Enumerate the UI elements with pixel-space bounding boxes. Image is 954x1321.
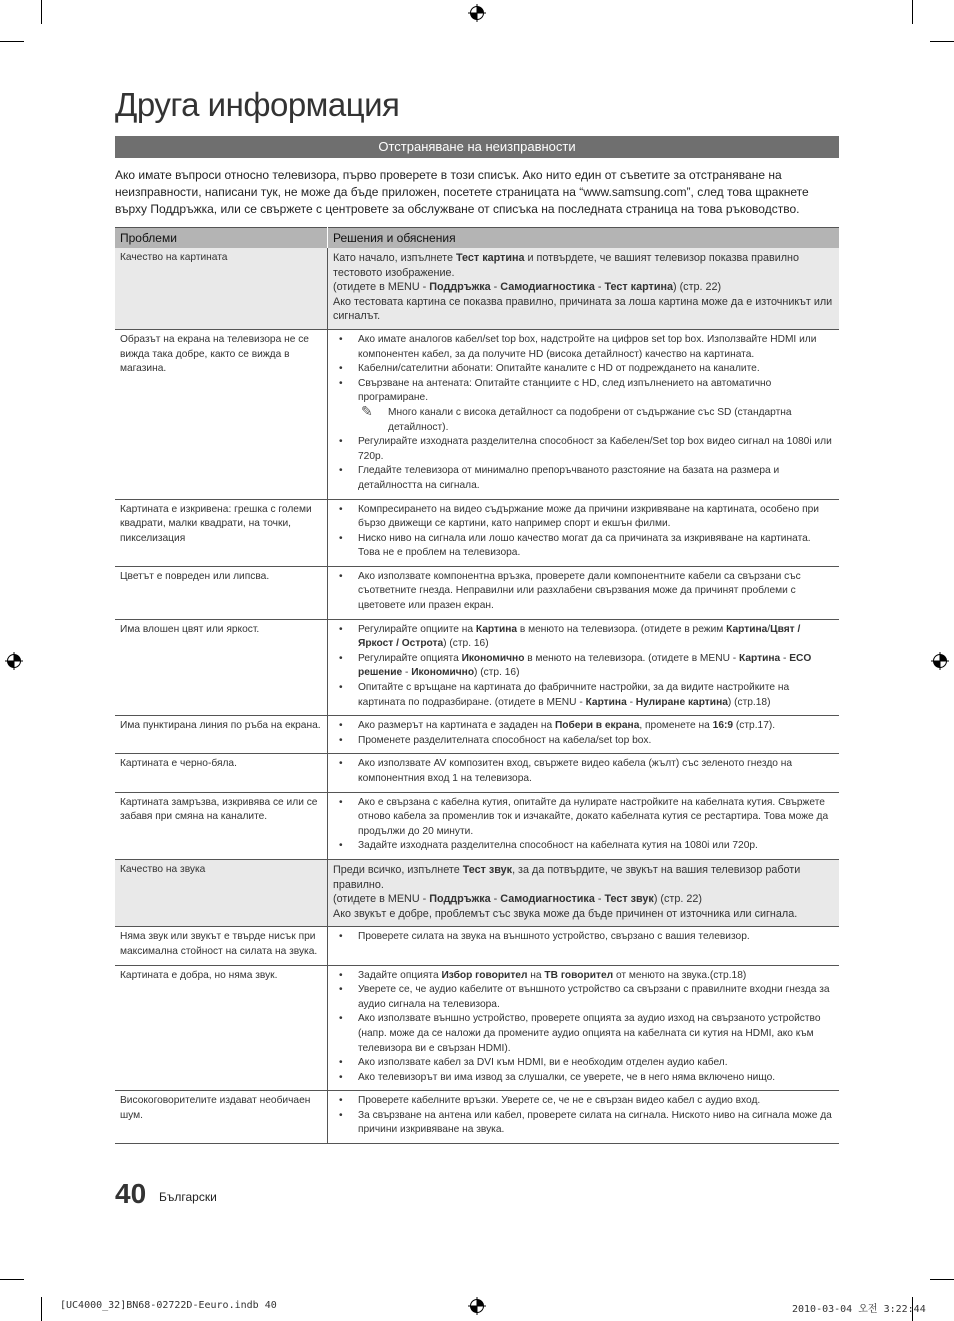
problem-cell: Високоговорителите издават необичаен шум. (115, 1091, 328, 1144)
section-header: Отстраняване на неизправности (115, 136, 839, 158)
problem-cell: Образът на екрана на телевизора не се вижда така добре, както се вижда в магазина. (115, 329, 328, 499)
column-header-solutions: Решения и обяснения (328, 228, 840, 249)
table-header-row (115, 228, 839, 249)
solution-item: • За свързване на антена или кабел, проверете силата на сигнала. Ниското ниво на сигнала може да причини изкривяване на звука. (333, 1109, 834, 1138)
crop-mark (912, 0, 913, 24)
note-text: Много канали с висока детайлност са подобрени от съдържание със SD (стандартна детайлност). (388, 406, 792, 433)
problem-cell: Картината е черно-бяла. (115, 754, 328, 792)
solution-item: • Ако използвате AV композитен вход, свържете видео кабела (жълт) със зеленото гнездо на компонентния вход 1 на телевизора. (333, 757, 834, 786)
problem-cell: Картината е изкривена: грешка с големи квадрати, малки квадрати, на точки, пикселизация (115, 499, 328, 566)
table-row (115, 716, 839, 754)
solution-list (333, 570, 834, 614)
solution-list (333, 719, 834, 748)
solution-item: • Ако е свързана с кабелна кутия, опитайте да нулирате настройките на кабелната кутия. Свържете отново кабела за променлив ток и изчакайте, докато кабелната кутия се рестартира. Това може да продължи до 20 минути. (333, 796, 834, 840)
solution-item: • Задайте изходната разделителна способност на кабелната кутия на 1080i или 720p. (333, 839, 834, 854)
solution-item: • Опитайте с връщане на картината до фабричните настройки, за да видите настройките на картината по подразбиране. (отидете в MENU - Картина - Нулиране картина) (стр.18) (333, 681, 834, 710)
intro-paragraph: Ако имате въпроси относно телевизора, първо проверете в този списък. Ако нито един от съветите за отстраняване на неизправности, написани тук, не може да бъде приложен, посетете страницата на “www.samsung.com”, след това щракнете върху Поддръжка, или се свържете с центровете за обслужване от списъка на последната страница на това ръководство. (115, 168, 809, 216)
table-row (115, 965, 839, 1091)
crop-mark (930, 1279, 954, 1280)
solution-item: • Регулирайте опциите на Картина в менюто на телевизора. (отидете в режим Картина/Цвят / Яркост / Острота) (стр. 16) (333, 623, 834, 652)
solution-list (333, 435, 834, 493)
solution-cell (328, 965, 840, 1091)
solution-list (333, 796, 834, 854)
problem-cell: Картината е добра, но няма звук. (115, 965, 328, 1091)
solution-item: • Променете разделителната способност на кабела/set top box. (333, 734, 834, 749)
problem-cell: Няма звук или звукът е твърде нисък при максимална стойност на силата на звука. (115, 927, 328, 965)
solution-list (333, 333, 834, 406)
crop-mark (0, 1279, 24, 1280)
table-row (115, 248, 839, 329)
problem-cell: Има пунктирана линия по ръба на екрана. (115, 716, 328, 754)
solution-item: • Ако телевизорът ви има извод за слушалки, се уверете, че в него няма включено нищо. (333, 1071, 834, 1086)
solution-cell (328, 754, 840, 792)
solution-cell: Като начало, изпълнете Тест картина и потвърдете, че вашият телевизор показва правилно тестовото изображение. (отидете в MENU - Поддръжка - Самодиагностика - Тест картина) (стр. 22) Ако тестовата картина се показва правилно, причината за лоша картина може да е източникът или сигналът. (328, 248, 840, 329)
table-row (115, 792, 839, 859)
table-row (115, 754, 839, 792)
registration-mark-icon (5, 652, 23, 670)
note (333, 402, 834, 435)
crop-mark (41, 0, 42, 24)
solution-cell (328, 619, 840, 716)
problem-cell: Има влошен цвят или яркост. (115, 619, 328, 716)
problem-cell: Качество на звука (115, 859, 328, 926)
solution-cell (328, 1091, 840, 1144)
footer-file-info: [UC4000_32]BN68-02722D-Eeuro.indb 40 (60, 1300, 277, 1311)
solution-item: • Кабелни/сателитни абонати: Опитайте каналите с HD от подреждането на каналите. (333, 362, 834, 377)
crop-mark (0, 41, 24, 42)
page-language: Български (159, 1190, 217, 1204)
footer-date-info: 2010-03-04 오전 3:22:44 (792, 1304, 926, 1315)
solution-item: • Ако използвате компонентна връзка, проверете дали компонентните кабели са свързани със съответните гнезда. Неправилни или разхлабени свързвания може да причинят проблеми с цветовете или празен екран. (333, 570, 834, 614)
solution-item: • Регулирайте опцията Икономично в менюто на телевизора. (отидете в MENU - Картина - ECO решение - Икономично) (стр. 16) (333, 652, 834, 681)
solution-item: • Свързване на антената: Опитайте станциите с HD, след изпълнението на автоматично програмиране. (333, 377, 834, 406)
solution-item: • Гледайте телевизора от минимално препоръчваното разстояние на базата на размера и детайлността на сигнала. (333, 464, 834, 493)
solution-item: • Проверете силата на звука на външното устройство, свързано с вашия телевизор. (333, 930, 834, 945)
solution-item: • Ниско ниво на сигнала или лошо качество могат да са причината за изкривяване на картината. Това не е проблем на телевизора. (333, 532, 834, 561)
table-row (115, 859, 839, 926)
solution-cell (328, 716, 840, 754)
note-pencil-icon: ✎ (361, 402, 373, 419)
crop-mark (41, 1297, 42, 1321)
problem-cell: Качество на картината (115, 248, 328, 329)
solution-cell (328, 792, 840, 859)
solution-cell: Преди всичко, изпълнете Тест звук, за да потвърдите, че звукът на вашия телевизор работи правилно. (отидете в MENU - Поддръжка - Самодиагностика - Тест звук) (стр. 22) Ако звукът е добре, проблемът със звука може да бъде причинен от източника или сигнала. (328, 859, 840, 926)
page-title: Друга информация (115, 86, 400, 123)
crop-mark (930, 41, 954, 42)
table-row (115, 1091, 839, 1144)
registration-mark-icon (931, 652, 949, 670)
solution-item: • Ако имате аналогов кабел/set top box, надстройте на цифров set top box. Използвайте HDMI или компонентен кабел, за да получите HD (висока детайлност) качество на картината. (333, 333, 834, 362)
solution-item: • Ако използвате външно устройство, проверете опцията за аудио изход на свързаното устройство (напр. може да се наложи да промените аудио опцията на кабелната си кутия на HDMI, ако към телевизора ви е свързан HDMI). (333, 1012, 834, 1056)
problem-cell: Цветът е повреден или липсва. (115, 566, 328, 619)
registration-mark-icon (468, 4, 486, 22)
table-row (115, 329, 839, 499)
solution-item: • Ако използвате кабел за DVI към HDMI, ви е необходим отделен аудио кабел. (333, 1056, 834, 1071)
solution-cell (328, 927, 840, 965)
solution-list (333, 1094, 834, 1138)
column-header-problems: Проблеми (115, 228, 328, 249)
solution-list (333, 757, 834, 786)
solution-item: • Задайте опцията Избор говорител на ТВ говорител от менюто на звука.(стр.18) (333, 969, 834, 984)
solution-cell (328, 329, 840, 499)
solution-item: • Регулирайте изходната разделителна способност за Кабелен/Set top box видео сигнал на 1080i или 720p. (333, 435, 834, 464)
problem-cell: Картината замръзва, изкривява се или се забавя при смяна на каналите. (115, 792, 328, 859)
solution-item: • Ако размерът на картината е зададен на Побери в екрана, променете на 16:9 (стр.17). (333, 719, 834, 734)
solution-cell (328, 566, 840, 619)
table-row (115, 499, 839, 566)
table-row (115, 619, 839, 716)
troubleshooting-table (115, 227, 839, 1144)
solution-list (333, 969, 834, 1086)
solution-item: • Компресирането на видео съдържание може да причини изкривяване на картината, особено при бързо движещи се картини, като например спорт и екшън филми. (333, 503, 834, 532)
solution-item: • Проверете кабелните връзки. Уверете се, че не е свързан видео кабел с аудио вход. (333, 1094, 834, 1109)
solution-list (333, 503, 834, 561)
page-number: 40 (115, 1178, 147, 1209)
table-row (115, 566, 839, 619)
table-row (115, 927, 839, 965)
solution-list (333, 623, 834, 711)
solution-list (333, 930, 834, 945)
solution-cell (328, 499, 840, 566)
registration-mark-icon (468, 1297, 486, 1315)
table-body (115, 248, 839, 1144)
solution-item: • Уверете се, че аудио кабелите от външното устройство са свързани с правилните входни гнезда за аудио сигнала на телевизора. (333, 983, 834, 1012)
